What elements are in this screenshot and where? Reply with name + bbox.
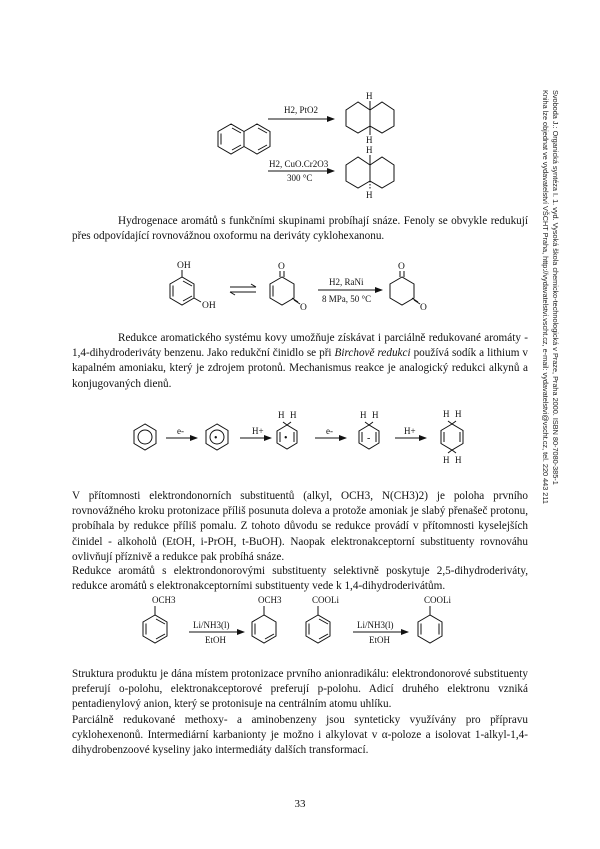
dihydrobenzoate-structure <box>418 606 442 643</box>
product-cooli: COOLi <box>424 595 451 605</box>
anion-h-left: H <box>360 410 367 420</box>
enone-o-top: O <box>278 262 285 272</box>
paragraph-synthetic-use: Parciálně redukované methoxy- a aminobenzeny jsou synteticky využívány pro přípravu cyklohexenonů. Intermediární karbanionty je možno i alkylovat v α-poloze a isolovat 1-alkyl-1,4-dihydrobenzoové kyseliny jako intermediáty dalších transformací. <box>72 714 528 757</box>
reagent-li-nh3-1: Li/NH3(l) <box>193 620 230 630</box>
condition-ranicl: 8 MPa, 50 °C <box>322 294 372 304</box>
reagent-li-nh3-2: Li/NH3(l) <box>357 620 394 630</box>
paragraph-hydrogenation: Hydrogenace aromátů s funkčními skupinami probíhají snáze. Fenoly se obvykle redukují přes odpovídající rovnovážnou oxoformu na deriváty cyklohexanonu. <box>72 215 528 243</box>
side-citation-line1: Svoboda J.: Organická syntéza I. 1. vyd. Vysoká škola chemicko-technologická v Praze, Praha 2000. ISBN 80-7080-385-1 <box>551 90 560 485</box>
resorcinol-oh-bottom: OH <box>202 301 216 311</box>
dione-o-top: O <box>398 262 405 272</box>
product-och3: OCH3 <box>258 595 282 605</box>
anisole-structure <box>143 606 167 643</box>
solvent-etoh-1: EtOH <box>205 635 226 645</box>
radical-dot: • <box>284 433 288 444</box>
proton-label-2: H+ <box>404 426 416 436</box>
proton-label-1: H+ <box>252 426 264 436</box>
reagent-ranicl: H2, RaNi <box>329 277 364 287</box>
methoxycyclohexadiene-structure <box>252 606 276 643</box>
decalin-bottom-h-lower: H <box>366 190 373 200</box>
diene-h-bottom-left: H <box>443 455 450 465</box>
birch-italic-term: Birchově redukci <box>334 347 411 360</box>
paragraph-selectivity: Redukce aromátů s elektrondonorovými substituenty selektivně poskytuje 2,5-dihydroderiváty, redukce aromátů s elektronakceptorními substituenty vede k 1,4-dihydroderivátům. <box>72 565 528 593</box>
decalin-bottom-h-upper: H <box>366 145 373 155</box>
anisole-och3: OCH3 <box>152 595 176 605</box>
enone-o-bottom: O <box>300 303 307 313</box>
reagent-bottom: H2, CuO.Cr2O3 <box>269 159 329 169</box>
paragraph-product-structure: Struktura produktu je dána místem protonizace prvního anionradikálu: elektrondonorové substituenty preferují o-polohu, elektronakceptorové preferují p-polohu. Adicí druhého elektronu vzniká pentadienylový anion, který se protonisuje na centrálním atomu uhlíku. <box>72 668 528 711</box>
condition-bottom: 300 °C <box>287 173 313 183</box>
diene-h-top-right: H <box>455 409 462 419</box>
page-number: 33 <box>294 798 306 810</box>
anion-h-right: H <box>372 410 379 420</box>
radical-anion-dot: • <box>214 433 218 444</box>
diene-h-top-left: H <box>443 409 450 419</box>
radical-h-left: H <box>278 410 285 420</box>
paragraph-substituent-effects: V přítomnosti elektrondonorních substituentů (alkyl, OCH3, N(CH3)2) je poloha prvního rovnovážného kroku protonizace příliš posunuta doleva a protože amoniak je slabý přenašeč protonu, probíhala by redukce příliš pomalu. Z tohoto důvodu se redukce provádí v přítomnosti kyselejších činidel - alkoholů (EtOH, i-PrOH, t-BuOH). Naopak elektronakceptorní substituenty rovnováhu ovlivňují příznivě a redukce pak probíhá snáze. <box>72 490 528 563</box>
anion-minus: - <box>367 433 371 444</box>
benzoate-cooli: COOLi <box>312 595 339 605</box>
electron-label-1: e- <box>177 426 184 436</box>
side-citation-line2: Kniha lze objednat ve vydavatelství VŠCHT Praha, http://vydavatelstvi.vscht.cz, e-mail: vydavatelstvi@vscht.cz, tel. 220 443 211 <box>541 90 550 504</box>
decalin-top-h-upper: H <box>366 91 373 101</box>
dione-o-bottom: O <box>420 303 427 313</box>
electron-label-2: e- <box>326 426 333 436</box>
decalin-top-h-lower: H <box>366 135 373 145</box>
lithium-benzoate-structure <box>306 606 330 643</box>
resorcinol-oh-top: OH <box>177 261 191 271</box>
birch-text-after: používá sodík a lithium v kapalném amoniaku, který je zdrojem protonů. Mechanismus reakce je analogický redukci alkynů a konjugovaných dienů. <box>72 347 528 390</box>
solvent-etoh-2: EtOH <box>369 635 390 645</box>
reagent-top: H2, PtO2 <box>284 105 319 115</box>
diene-h-bottom-right: H <box>455 455 462 465</box>
radical-h-right: H <box>290 410 297 420</box>
birch-text-before: Redukce aromatického systému kovy umožňuje získávat i parciálně redukované aromáty - 1,4-dihydroderiváty benzenu. Jako redukční činidlo se při <box>72 332 528 360</box>
